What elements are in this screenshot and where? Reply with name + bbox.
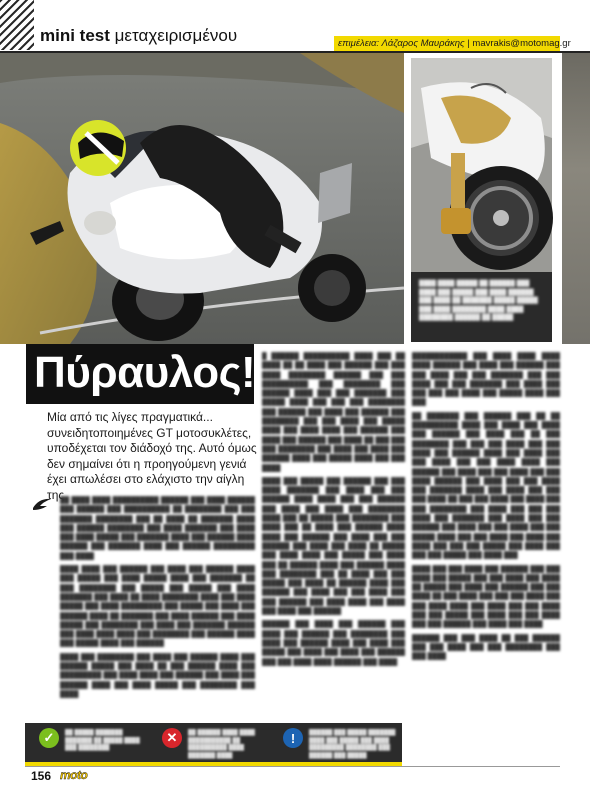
header-hatch	[0, 0, 34, 50]
info-text: ██████ ███ █████ ███████ ████ ███ █████ ███ ████ █████████ ████████ ███ ██████ ███ █████	[309, 730, 396, 759]
section-title	[40, 26, 237, 46]
photo-caption-text: ████ ████ █████ ██ ██████ ███ ████ ███ █████ ███ ████ ██████ ███ ████ ██ ███████ █████ █████ ███ ████ ████████ ████ ████ ████████ ██████ ██ █████	[419, 281, 538, 321]
brand-logo-icon	[31, 496, 53, 512]
motorcycle-photo-illustration	[0, 53, 404, 344]
front-wheel-illustration	[411, 58, 552, 272]
cross-icon: ✕	[162, 728, 182, 748]
summary-band	[25, 723, 402, 765]
credit-author: επιμέλεια: Λάζαρος Μαυράκης	[338, 38, 465, 49]
check-icon: ✓	[39, 728, 59, 748]
pros-box	[25, 723, 150, 765]
body-column-1: ██ ████ ████ ██████████ ██████ ███ ████ ██████ ███ ██████ ███ ██████████ ██ ████████ ███ ███ ███████ ████████ ███ ██ ████ ██ ███████ ████ ███ ██████ ████████ ███ ████ ███████ ███ ████ ███ ████ █████ ███ ███████ ████ ███ ██████ ████ ██████ ███ ███████ ████ ███ ██████ █████████ ███ ████ ████ ████ ███ ██████ ███ ████ ███ ██████ ████ ███ █████ ███ ████ █████ ████ ███ ███████ ██ ███ ████████ ███ █████ ███ █████ ███ ████ ███████ ███ ████ ██ ████ ████████ ████ ███ ████ █████ ███ ████ █████████ ███ █████ ███ ████ ███ ██████ ████ ██ ███████ ███ ████ ██████ ███ ████ █████ ███ ████████ ███ ████ ███ ███████ ██████ ███ ████ ████ ████ ███ ████████ ███ ██████ ████ ███ █████ ████ ███ ██████ ████ ███ ████████ ███ ████ ███ ██████ ████ ███ ██████ █████ ███ ████ ██ ███ ██████ ████ ███ █████████ ███ ████ ████ ███ ██████ ███ ████ ███ ██████ ████ ███ ████ █████ ███ ████████ ███ ████	[60, 497, 255, 698]
photo-caption-box	[411, 272, 552, 342]
cons-text: ██ ██████ ████ ████ ███████████ ██ ██████████ ████ ███████ ████	[188, 730, 255, 759]
section-title-light: μεταχειρισμένου	[114, 26, 238, 45]
pros-text: ██ █████ ███████ ███████ ██ █████ ████ ███ ████████	[65, 730, 140, 751]
article-deck: Μία από τις λίγες πραγματικά... συνειδητοποιημένες GT μοτοσυκλέτες, υποδέχεται τον διάδοχό της. Αυτό όμως δεν σημαίνει ότι η προηγούμενη γενιά έχει απωλέσει στο ελάχιστο την αίγλη της	[47, 410, 257, 502]
headline: Πύραυλος!	[34, 348, 256, 397]
main-photo	[0, 53, 404, 344]
page-number: 156	[31, 769, 52, 783]
body-column-3: ████████████ ███ ████ ████ ████ ████ ██████ ███ ████ ███ ██████ ███ ███ ████ ███ ███ ███████ ███ ███ ████ ███ ███ ███████ ███ ████ ███ ███ ███ ███ ████ ███ █████ ████ ███ ███ ██ ███████ ███ ██████ ███ ██ ██ ██████████ ████ ███ ████ ███ ████ ███ ██████ ███ ████ ███ ██ ███ ████████ ███ ███ ███ ████ ███ ███ ████ ███ ██████ ████ ███ ████ ███ ███ ████ ███ ███ ████ ████ ███ ██████ ███ ████ ███ ███ ████ ███ ███ ████ ██████ ███ ████ ███ ███ ████ ███ ███████ ████ ███ ████ ███ ███ ███ ████ ██ ███ ███ ████ ███ ████ ███ ███ ████████ ███ ████ ███ ███ ███ ████ ███ ███████ ███ ████ ███ ███ ██████ ███ ████ ███ ███ ████ ███ ███ █████ ████ ███ ███ ████ ███ ████ ███ ████ ███ ███ ███ █████ ███ ████ ███ ███ ███ █████ ███ ████ ███ ████ ███ ███ ████ ███ ██████ ███ ███ ████ ███ █████ ███ ███ ████ ███ ████ ██ █████ ███ ████ ███ ██████ ███ ███ ████ ██ ███ ████ ███ ███ ███ ████ ███ ███ ████ ████ ███ ████ ███ ███ ████ ███ ███ █████ ███ ████ ███ ███ ████ ███ ███ ██████ ███ ████ ███ ████ ██████ ███ ███ ████ ██ ███ ██████ ███ ███ ████ ███ ███ ████████ ███ ███ ████	[412, 353, 560, 661]
info-box	[275, 723, 402, 765]
info-icon: !	[283, 728, 303, 748]
footer-rule	[25, 766, 560, 767]
credit-bar	[334, 36, 571, 51]
cons-box	[150, 723, 275, 765]
credit-email[interactable]: | mavrakis@motomag.gr	[464, 38, 571, 49]
magazine-logo: moto	[60, 768, 88, 782]
body-column-2: █ ██████ ██████████ ████ ███ ██ ████ ██ ██ ████ ███ ██████ ███ ███ ████ ████████ ██████ ███ ███ ██████████ ███ ████████ ███ ██████ ████ ███ ███ ███████ ███ █████ ████ ███ ███ ███ ████████ ███ ██████ ███ ████ ███ ██████ ███ ████████ ███ ███ ████ ███ █████ ████ ███ ████ ████ ███ ██████ ███ ████ ███ ██████ ███ ████ ██ ███ ███ ███ ████████ ███ ████ ███ ████ ███ ██████ ████ ███ █████ ████ ███ ███ ████ ████ ███ █████ ███ ██████ ███ ███ ████ ███████ ███ ████ ███ ███ ██████ ████ ████ ███ ███ ██████ ███ ████ ███ ████ ███ ████████ ████ ███ ██ █████ ███ ████████ ███ ████ ███ ██ ████ ███ ██████ ████ ████ ███ ██████ ███ ████ ███ ███ ██████ ███ ████ ███ ████ ██ █████ ███ ████ ████ ███ █████ ███ ████ ███ ██ ██████ ████ ███ ██████ ████ ███ ████████ ███ ██ ████ ███ ███ █████ ███ ████ ██ ██████ ████ ███ ██████ ███ ████ ███ ███ ████ ███ ███ ██████ ███ ████ ████ ███ ████ ███ ████ ███ ██████ ██████ ███ ████ ███ ██████ ███ ████ ███ ██████ ███ ████████ ███ ████ ███ ██████ ████ ███ ████ ███ █████ ███ ████ ███ ████ ███ ██████ ███ ███ ████ ████ ██████ ███ ████	[262, 353, 405, 666]
edge-photo-strip	[562, 53, 590, 344]
section-title-bold: mini test	[40, 26, 110, 45]
inset-photo	[411, 58, 552, 272]
